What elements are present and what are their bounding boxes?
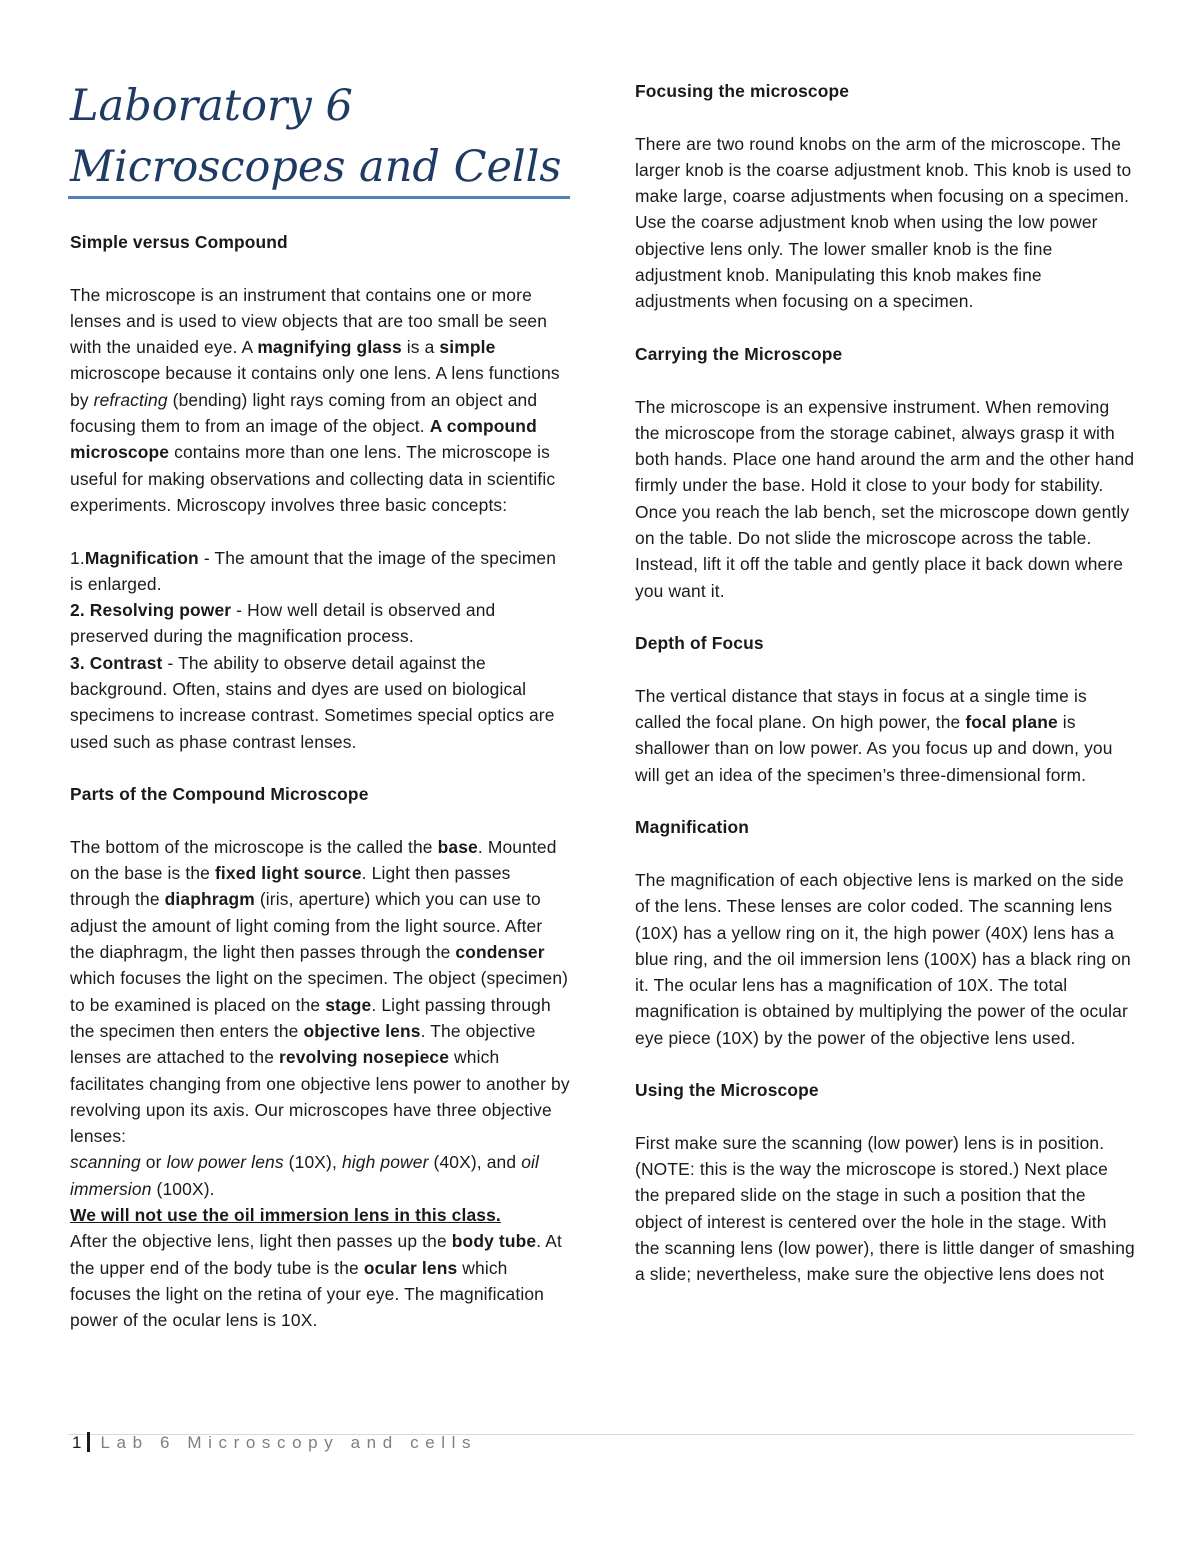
page-number: 1 <box>72 1433 82 1452</box>
term-compound-microscope: A compound microscope <box>70 416 537 463</box>
concept-item-magnification: 1.Magnification - The amount that the image of the specimen is enlarged. <box>70 547 557 594</box>
term-refracting: refracting <box>93 389 168 410</box>
title-underline <box>68 196 570 199</box>
focusing-paragraph-1: There are two round knobs on the arm of the microscope. The larger knob is the coarse adjustment knob. This knob is used to make large, coarse adjustments when focusing on a specimen. <box>635 133 1132 207</box>
section-heading-parts: Parts of the Compound Microscope <box>70 784 369 805</box>
concept-item-contrast: 3. Contrast - The ability to observe detail against the background. Often, stains and dyes are used on biological specimens to increase contrast. Sometimes special optics are used such as phase contrast lenses. <box>70 652 555 752</box>
term-simple: simple <box>439 337 496 358</box>
concept-item-resolving-power: 2. Resolving power - How well detail is observed and preserved during the magnification process. <box>70 600 496 647</box>
using-paragraph: First make sure the scanning (low power) lens is in position. (NOTE: this is the way the microscope is stored.) Next place the prepared slide on the stage in such a position that the object of interest is centered over the hole in the stage. With the scanning lens (low power), there is little danger of smashing a slide; nevertheless, make sure the objective lens does not <box>635 1132 1135 1285</box>
section-heading-magnification: Magnification <box>635 817 750 838</box>
focusing-paragraph-2: Use the coarse adjustment knob when using the low power objective lens only. The lower smaller knob is the fine adjustment knob. Manipulating this knob makes fine adjustments when focusing on a specimen. <box>635 212 1098 312</box>
depth-paragraph: The vertical distance that stays in focus at a single time is called the focal plane. On high power, the focal plane is shallower than on low power. As you focus up and down, you will get an idea of the specimen’s three-dimensional form. <box>635 685 1113 785</box>
term-revolving-nosepiece: revolving nosepiece <box>279 1047 450 1068</box>
footer-separator <box>87 1432 90 1452</box>
intro-paragraph: The microscope is an instrument that contains one or more lenses and is used to view objects that are too small be seen with the unaided eye. A magnifying glass is a simple microscope because it contains only one lens. A lens functions by refracting (bending) light rays coming from an object and focusing them to from an image of the object. A compound microscope contains more than one lens. The microscope is useful for making observations and collecting data in scientific experiments. Microscopy involves three basic concepts: <box>70 284 560 515</box>
section-heading-simple-vs-compound: Simple versus Compound <box>70 232 288 252</box>
section-heading-depth-of-focus: Depth of Focus <box>635 633 764 654</box>
term-focal-plane: focal plane <box>965 712 1058 733</box>
magnification-paragraph: The magnification of each objective lens is marked on the side of the lens. These lenses are color coded. The scanning lens (10X) has a yellow ring on it, the high power (40X) lens has a blue ring, and the oil immersion lens (100X) has a black ring on it. The ocular lens has a magnification of 10X. The total magnification is obtained by multiplying the power of the ocular eye piece (10X) by the power of the objective lens used. <box>635 869 1131 1048</box>
page-footer <box>72 1432 477 1453</box>
term-magnifying-glass: magnifying glass <box>257 337 402 358</box>
section-heading-carrying: Carrying the Microscope <box>635 343 843 364</box>
right-column <box>635 78 1135 1288</box>
term-base: base <box>437 836 478 857</box>
parts-paragraph: The bottom of the microscope is the called the base. Mounted on the base is the fixed light source. Light then passes through the diaphragm (iris, aperture) which you can use to adjust the amount of light coming from the light source. After the diaphragm, the light then passes through the condenser which focuses the light on the specimen. The object (specimen) to be examined is placed on the stage. Light passing through the specimen then enters the objective lens. The objective lenses are attached to the revolving nosepiece which facilitates changing from one objective lens power to another by revolving upon its axis. Our microscopes have three objective lenses: scanning or low power lens (10X), high power (40X), and oil immersion (100X). We will not use the oil immersion lens in this class. After the objective lens, light then passes up the body tube. At the upper end of the body tube is the ocular lens which focuses the light on the retina of your eye. The magnification power of the ocular lens is 10X. <box>70 836 570 1331</box>
section-heading-using: Using the Microscope <box>635 1080 819 1101</box>
document-title <box>70 76 570 198</box>
running-title: Lab 6 Microscopy and cells <box>100 1433 478 1452</box>
concepts-list <box>70 545 570 755</box>
term-diaphragm: diaphragm <box>164 889 255 910</box>
term-objective-lens: objective lens <box>303 1020 421 1041</box>
term-ocular-lens: ocular lens <box>363 1257 458 1278</box>
title-line-1: Laboratory 6 <box>70 81 353 131</box>
section-heading-focusing: Focusing the microscope <box>635 81 850 101</box>
carrying-paragraph: The microscope is an expensive instrument. When removing the microscope from the storage cabinet, always grasp it with both hands. Place one hand around the arm and the other hand firmly under the base. Hold it close to your body for stability. Once you reach the lab bench, set the microscope down gently on the table. Do not slide the microscope across the table. Instead, lift it off the table and gently place it back down where you want it. <box>635 396 1135 601</box>
term-stage: stage <box>325 994 372 1015</box>
term-body-tube: body tube <box>451 1231 537 1252</box>
oil-immersion-warning: We will not use the oil immersion lens in this class. <box>70 1204 501 1225</box>
term-fixed-light-source: fixed light source <box>214 863 362 884</box>
title-line-2: Microscopes and Cells <box>70 142 562 192</box>
term-condenser: condenser <box>455 942 545 963</box>
left-column <box>70 229 570 1333</box>
